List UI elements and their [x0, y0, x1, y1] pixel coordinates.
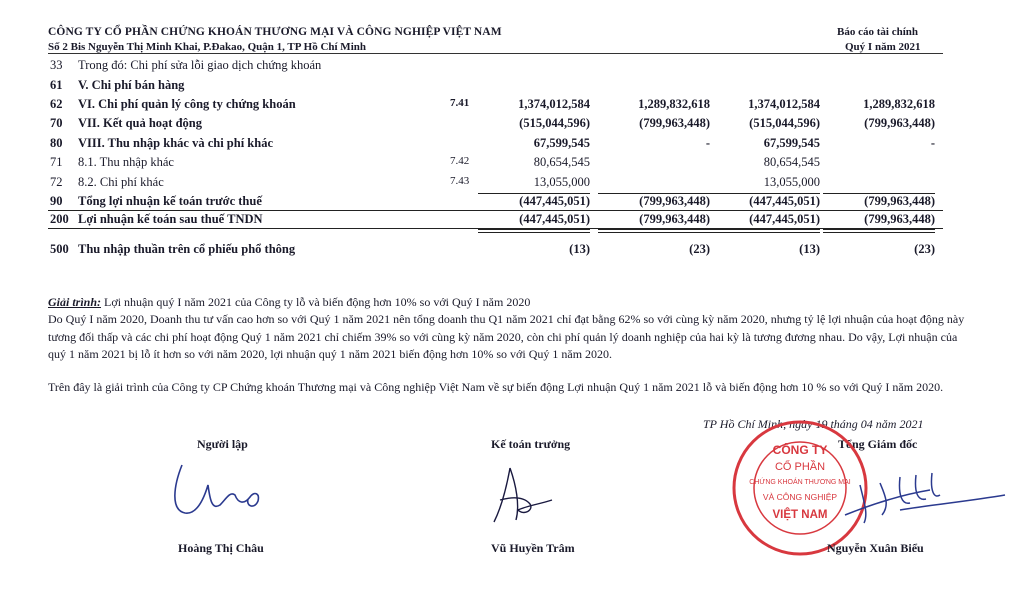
- table-rule: [598, 193, 710, 194]
- accountant-title: Kế toán trưởng: [491, 437, 571, 451]
- value-ytd-2020: (23): [914, 242, 935, 256]
- stamp-line-1: CÔNG TY: [772, 443, 828, 457]
- value-ytd-2020: 1,289,832,618: [863, 97, 935, 111]
- stamp-line-4: VÀ CÔNG NGHIỆP: [762, 492, 838, 502]
- value-ytd-2021: (447,445,051): [749, 212, 820, 226]
- table-rule: [598, 229, 710, 233]
- value-current-quarter-2020: (799,963,448): [639, 212, 710, 226]
- director-title: Tổng Giám đốc: [838, 437, 918, 451]
- stamp-line-5: VIỆT NAM: [772, 509, 828, 521]
- explanation-title: Giải trình:: [48, 295, 102, 309]
- value-ytd-2021: 67,599,545: [763, 136, 820, 150]
- value-current-quarter-2021: 80,654,545: [533, 155, 590, 169]
- value-ytd-2020: (799,963,448): [864, 194, 935, 208]
- value-current-quarter-2020: (23): [689, 242, 710, 256]
- director-name: Nguyễn Xuân Biểu: [827, 541, 924, 555]
- row-label: Lợi nhuận kế toán sau thuế TNDN: [78, 212, 263, 226]
- row-code: 33: [50, 58, 63, 72]
- table-rule: [823, 229, 935, 233]
- row-code: 62: [50, 97, 63, 111]
- report-period: Quý I năm 2021: [845, 41, 921, 53]
- table-rule: [708, 229, 820, 233]
- value-current-quarter-2020: -: [705, 136, 710, 150]
- row-code: 72: [50, 175, 63, 189]
- table-rule: [708, 193, 820, 194]
- value-ytd-2020: (799,963,448): [864, 212, 935, 226]
- row-note: 7.42: [450, 155, 470, 167]
- place-and-date: TP Hồ Chí Minh, ngày 19 tháng 04 năm 2021: [703, 417, 924, 431]
- table-row: [0, 78, 1026, 96]
- value-current-quarter-2021: 13,055,000: [533, 175, 590, 189]
- preparer-title: Người lập: [197, 437, 248, 451]
- row-code: 61: [50, 78, 63, 92]
- row-label: Thu nhập thuần trên cổ phiếu phổ thông: [78, 242, 296, 256]
- row-label: 8.2. Chi phí khác: [78, 175, 164, 189]
- explanation-subject: Lợi nhuận quý I năm 2021 của Công ty lỗ và biến động hơn 10% so với Quý I năm 2020: [101, 295, 531, 309]
- table-rule: [823, 193, 935, 194]
- report-title: Báo cáo tài chính: [837, 26, 918, 38]
- row-label: VI. Chi phí quản lý công ty chứng khoán: [78, 97, 296, 111]
- preparer-signature: [160, 455, 280, 525]
- table-row: [0, 242, 1026, 260]
- stamp-line-2: CỔ PHẦN: [774, 461, 826, 473]
- row-label: Tổng lợi nhuận kế toán trước thuế: [78, 194, 262, 208]
- table-row: [0, 116, 1026, 134]
- row-code: 90: [50, 194, 63, 208]
- value-ytd-2020: (799,963,448): [864, 116, 935, 130]
- value-ytd-2021: 1,374,012,584: [748, 97, 820, 111]
- row-label: VIII. Thu nhập khác và chi phí khác: [78, 136, 273, 150]
- value-current-quarter-2021: 67,599,545: [533, 136, 590, 150]
- value-ytd-2021: (515,044,596): [749, 116, 820, 130]
- row-code: 200: [50, 212, 69, 226]
- value-current-quarter-2020: 1,289,832,618: [638, 97, 710, 111]
- value-ytd-2021: 80,654,545: [763, 155, 820, 169]
- row-code: 70: [50, 116, 63, 130]
- accountant-name: Vũ Huyền Trâm: [491, 541, 575, 555]
- value-current-quarter-2021: 1,374,012,584: [518, 97, 590, 111]
- table-row: [0, 136, 1026, 154]
- row-label: V. Chi phí bán hàng: [78, 78, 185, 92]
- row-label: 8.1. Thu nhập khác: [78, 155, 174, 169]
- value-current-quarter-2020: (799,963,448): [639, 194, 710, 208]
- value-ytd-2020: -: [930, 136, 935, 150]
- row-note: 7.43: [450, 175, 470, 187]
- row-code: 80: [50, 136, 63, 150]
- accountant-signature: [480, 460, 580, 535]
- table-row: [0, 155, 1026, 173]
- table-row: [0, 175, 1026, 193]
- value-current-quarter-2021: (447,445,051): [519, 212, 590, 226]
- stamp-line-3: CHỨNG KHOÁN THƯƠNG MẠI: [749, 479, 851, 486]
- value-ytd-2021: 13,055,000: [763, 175, 820, 189]
- company-name: CÔNG TY CỔ PHẦN CHỨNG KHOÁN THƯƠNG MẠI VÀ CÔNG NGHIỆP VIỆT NAM: [48, 26, 502, 38]
- value-ytd-2021: (13): [799, 242, 820, 256]
- row-note: 7.41: [450, 97, 470, 109]
- table-rule: [478, 229, 590, 233]
- table-row: [0, 97, 1026, 115]
- table-rule: [48, 210, 943, 211]
- row-code: 71: [50, 155, 63, 169]
- company-address: Số 2 Bis Nguyễn Thị Minh Khai, P.Đakao, Quận 1, TP Hồ Chí Minh: [48, 41, 366, 53]
- value-current-quarter-2021: (515,044,596): [519, 116, 590, 130]
- row-code: 500: [50, 242, 69, 256]
- explanation-closing: Trên đây là giải trình của Công ty CP Chứng khoán Thương mại và Công nghiệp Việt Nam về sự biến động Lợi nhuận Quý 1 năm 2021 lỗ và biến động hơn 10 % so với Quý I năm 2020.: [48, 380, 944, 394]
- explanation-heading: [48, 294, 978, 312]
- value-current-quarter-2021: (447,445,051): [519, 194, 590, 208]
- row-label: VII. Kết quả hoạt động: [78, 116, 202, 130]
- director-signature: [840, 465, 1010, 535]
- value-ytd-2021: (447,445,051): [749, 194, 820, 208]
- table-rule: [478, 193, 590, 194]
- preparer-name: Hoàng Thị Châu: [178, 541, 264, 555]
- explanation-body: Do Quý I năm 2020, Doanh thu tư vấn cao hơn so với Quý 1 năm 2021 nên tổng doanh thu Q1 năm 2021 chỉ đạt bằng 62% so với cùng kỳ năm 2020, nhưng tỷ lệ lợi nhuận của hoạt động này tương đối thấp và các chi phí hoạt động Quý 1 năm 2021 chỉ chiếm 39% so với cùng kỳ năm 2020, còn chi phí quản lý doanh nghiệp của hai kỳ là tương đương nhau. Do vậy, Lợi nhuận của quý 1 năm 2021 bị lỗ ít hơn so với năm 2020, lợi nhuận quý 1 năm 2021 biến động hơn 10% so với Quý 1 năm 2020.: [48, 312, 965, 361]
- table-row: [0, 58, 1026, 76]
- row-label: Trong đó: Chi phí sửa lỗi giao dịch chứng khoán: [78, 58, 322, 72]
- header-divider: [48, 53, 943, 54]
- value-current-quarter-2020: (799,963,448): [639, 116, 710, 130]
- value-current-quarter-2021: (13): [569, 242, 590, 256]
